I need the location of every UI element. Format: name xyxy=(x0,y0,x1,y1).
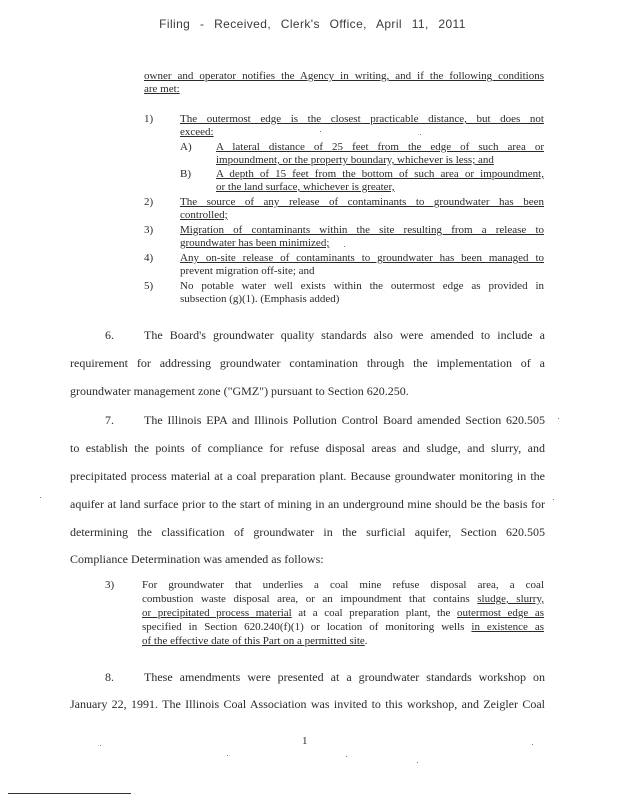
page-number: 1 xyxy=(302,735,308,747)
scan-speck xyxy=(346,756,347,757)
para-7-number: 7. xyxy=(105,413,114,427)
scan-speck xyxy=(344,246,345,247)
para-7-line-5: determining the classification of groundwater in the surficial aquifer, Section 620.505 xyxy=(70,525,545,539)
para-7-line-6: Compliance Determination was amended as follows: xyxy=(70,552,324,566)
scan-speck xyxy=(420,134,421,135)
item-4-line-1: Any on-site release of contaminants to groundwater has been managed to xyxy=(180,252,544,264)
para-6-line-1: The Board's groundwater quality standards also were amended to include a xyxy=(144,328,545,342)
compliance-item-line-5: of the effective date of this Part on a permitted site. xyxy=(142,635,368,647)
scan-speck xyxy=(553,499,554,500)
para-7-line-3: precipitated process material at a coal preparation plant. Because groundwater monitoring in the xyxy=(70,469,545,483)
item-2-line-2: controlled; xyxy=(180,209,228,221)
para-7-line-1: The Illinois EPA and Illinois Pollution Control Board amended Section 620.505 xyxy=(144,413,545,427)
item-1-line-2: exceed: xyxy=(180,126,214,138)
quote-intro-line-2: are met: xyxy=(144,83,180,95)
scan-speck xyxy=(532,744,533,745)
para-6-number: 6. xyxy=(105,328,114,342)
quote-intro-line-1: owner and operator notifies the Agency in writing, and if the following conditions xyxy=(144,70,544,82)
para-8-line-2: January 22, 1991. The Illinois Coal Association was invited to this workshop, and Zeigler Coal xyxy=(70,697,545,711)
subitem-b-line-2: or the land surface, whichever is greater, xyxy=(216,181,395,193)
filing-header: Filing - Received, Clerk's Office, April 11, 2011 xyxy=(159,17,466,31)
item-3-line-2: groundwater has been minimized; xyxy=(180,237,330,249)
item-2-number: 2) xyxy=(144,196,154,208)
scan-speck xyxy=(227,755,228,756)
item-3-number: 3) xyxy=(144,224,154,236)
para-6-line-2: requirement for addressing groundwater contamination through the implementation of a xyxy=(70,356,545,370)
item-1-number: 1) xyxy=(144,113,154,125)
item-1-line-1: The outermost edge is the closest practicable distance, but does not xyxy=(180,113,544,125)
scan-speck xyxy=(558,418,559,419)
compliance-item-line-2: combustion waste disposal area, or an impoundment that contains sludge, slurry, xyxy=(142,593,544,605)
scan-speck xyxy=(40,497,41,498)
subitem-b-line-1: A depth of 15 feet from the bottom of such area or impoundment, xyxy=(216,168,544,180)
compliance-item-line-1: For groundwater that underlies a coal mine refuse disposal area, a coal xyxy=(142,579,544,591)
subitem-a-line-1: A lateral distance of 25 feet from the edge of such area or xyxy=(216,141,544,153)
item-2-line-1: The source of any release of contaminants to groundwater has been xyxy=(180,196,544,208)
compliance-item-line-4: specified in Section 620.240(f)(1) or location of monitoring wells in existence as xyxy=(142,621,544,633)
footnote-rule xyxy=(8,793,131,794)
scan-speck xyxy=(100,745,101,746)
para-7-line-2: to establish the points of compliance for refuse disposal areas and sludge, and slurry, and xyxy=(70,441,545,455)
item-4-number: 4) xyxy=(144,252,154,264)
para-7-line-4: aquifer at land surface prior to the start of mining in an underground mine should be the basis for xyxy=(70,497,545,511)
compliance-item-number: 3) xyxy=(105,579,115,591)
scan-speck xyxy=(320,131,321,132)
item-5-number: 5) xyxy=(144,280,154,292)
para-8-number: 8. xyxy=(105,670,114,684)
compliance-item-line-3: or precipitated process material at a coal preparation plant, the outermost edge as xyxy=(142,607,544,619)
subitem-a-line-2: impoundment, or the property boundary, whichever is less; and xyxy=(216,154,494,166)
para-6-line-3: groundwater management zone ("GMZ") pursuant to Section 620.250. xyxy=(70,384,409,398)
para-8-line-1: These amendments were presented at a groundwater standards workshop on xyxy=(144,670,545,684)
item-5-line-1: No potable water well exists within the outermost edge as provided in xyxy=(180,280,544,292)
item-4-line-2: prevent migration off-site; and xyxy=(180,265,315,277)
subitem-b-letter: B) xyxy=(180,168,191,180)
item-5-line-2: subsection (g)(1). (Emphasis added) xyxy=(180,293,340,305)
item-3-line-1: Migration of contaminants within the site resulting from a release to xyxy=(180,224,544,236)
scan-speck xyxy=(417,762,418,763)
subitem-a-letter: A) xyxy=(180,141,192,153)
